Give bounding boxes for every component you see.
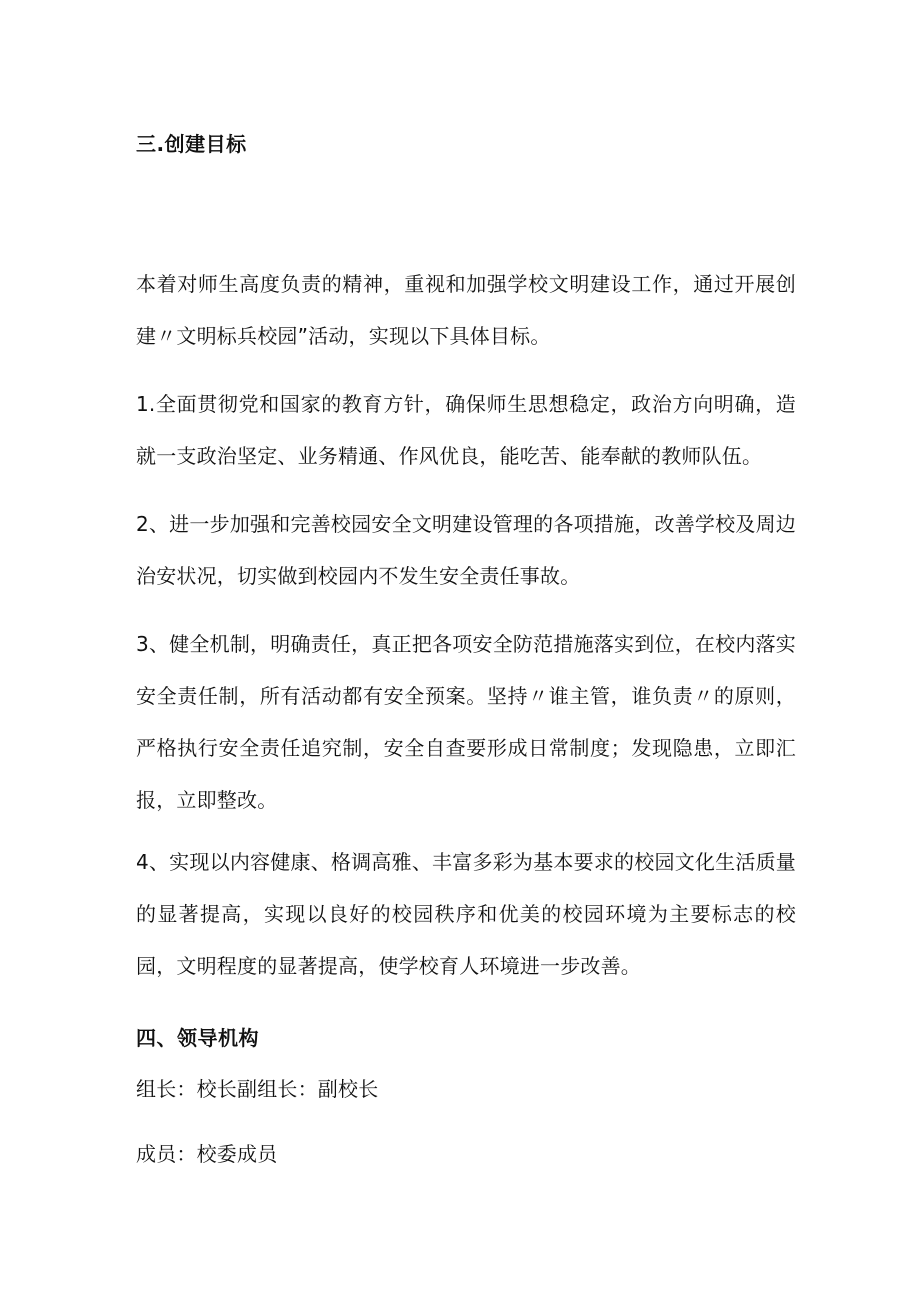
goal-item-1: 1.全面贯彻党和国家的教育方针，确保师生思想稳定，政治方向明确，造就一支政治坚定、业务精通、作风优良，能吃苦、能奉献的教师队伍。: [136, 392, 796, 468]
goal-item-4: 4、实现以内容健康、格调高雅、丰富多彩为基本要求的校园文化生活质量的显著提高，实现以良好的校园秩序和优美的校园环境为主要标志的校园，文明程度的显著提高，使学校育人环境进一步改善。: [136, 850, 796, 978]
section-3-intro: 本着对师生高度负责的精神，重视和加强学校文明建设工作，通过开展创建〃文明标兵校园”活动，实现以下具体目标。: [136, 272, 796, 348]
goal-item-2: 2、进一步加强和完善校园安全文明建设管理的各项措施，改善学校及周边治安状况，切实做到校园内不发生安全责任事故。: [136, 512, 796, 588]
section-3-title: 三.创建目标: [136, 132, 247, 156]
leaders-line: 组长：校长副组长：副校长: [136, 1077, 379, 1101]
goal-item-3: 3、健全机制，明确责任，真正把各项安全防范措施落实到位，在校内落实安全责任制，所有活动都有安全预案。坚持〃谁主管，谁负责〃的原则，严格执行安全责任追究制，安全自查要形成日常制度；发现隐患，立即汇报，立即整改。: [136, 632, 796, 812]
members-line: 成员：校委成员: [136, 1142, 278, 1166]
section-4-title: 四、领导机构: [136, 1026, 259, 1050]
